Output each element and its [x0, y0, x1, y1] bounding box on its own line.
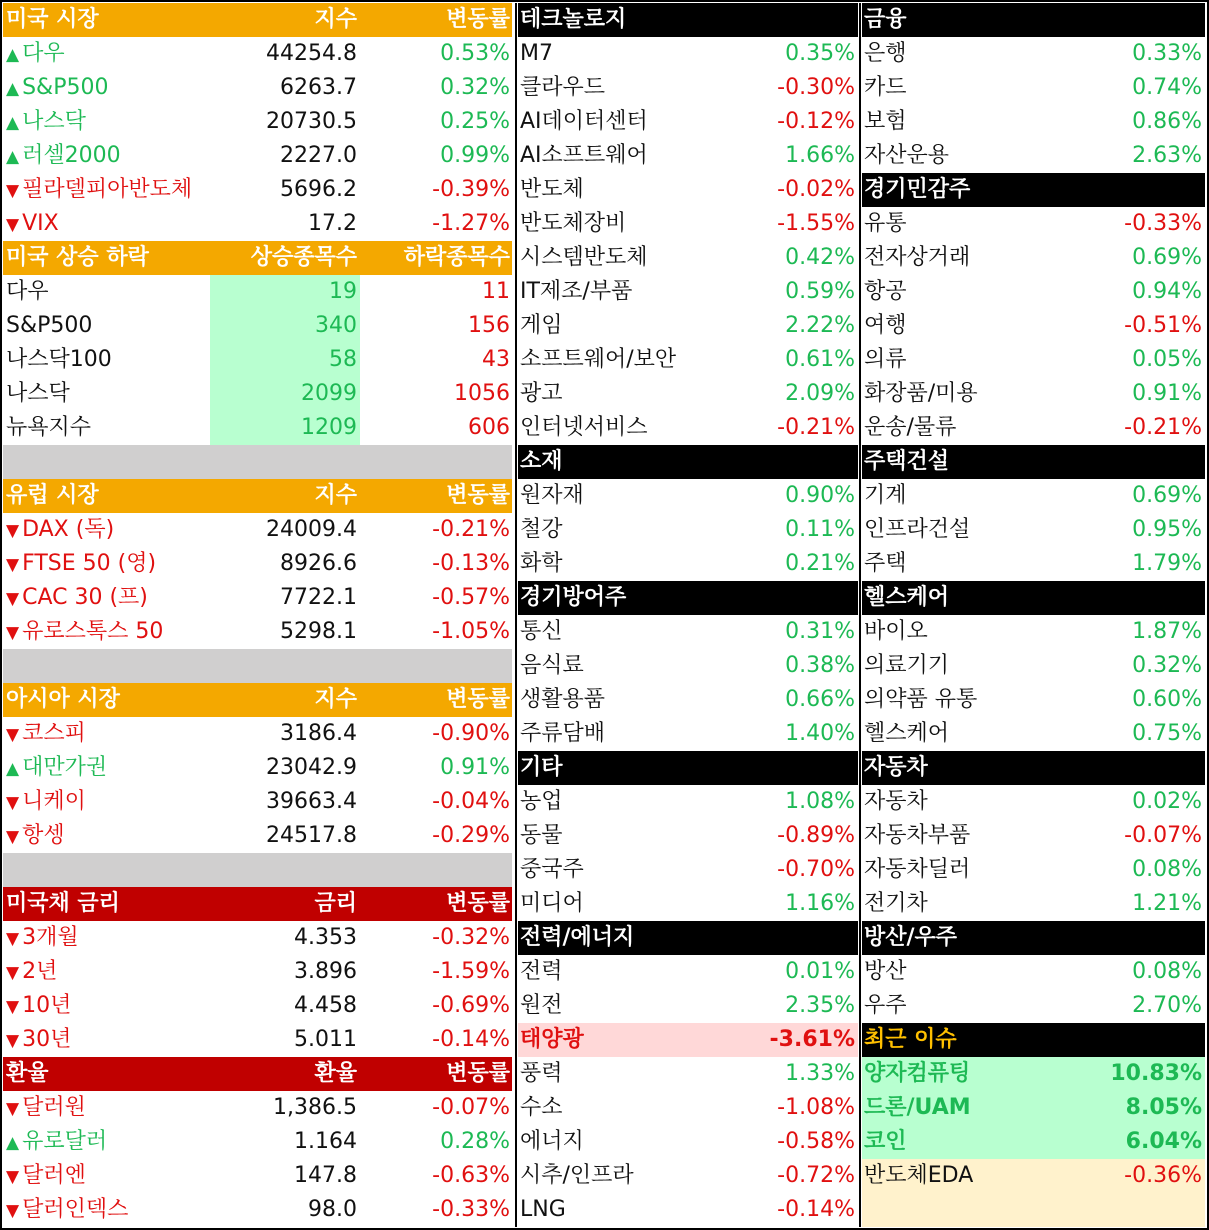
market-change: 0.32% — [440, 75, 510, 100]
market-label: 코스피 — [22, 721, 86, 746]
up-arrow-icon: ▲ — [6, 79, 20, 99]
market-change: -0.04% — [432, 789, 510, 814]
sector-name: 농업 — [520, 789, 563, 814]
market-change: -0.33% — [432, 1197, 510, 1222]
sector-name: 통신 — [520, 619, 563, 644]
sector-name: 자산운용 — [864, 143, 950, 168]
sector-name: IT제조/부품 — [520, 279, 633, 304]
sector-change: 0.60% — [1132, 687, 1202, 712]
sector-change: 0.74% — [1132, 75, 1202, 100]
market-value: 5.011 — [294, 1027, 357, 1052]
market-label: 달러엔 — [22, 1163, 86, 1188]
market-value: 7722.1 — [280, 585, 357, 610]
sector-change: 0.95% — [1132, 517, 1202, 542]
sector-change: 0.86% — [1132, 109, 1202, 134]
down-arrow-icon: ▼ — [6, 215, 20, 235]
market-label: 달러원 — [22, 1095, 86, 1120]
declining-count: 11 — [482, 279, 510, 304]
sector-change: 0.11% — [785, 517, 855, 542]
down-arrow-icon: ▼ — [6, 827, 20, 847]
sector-change: 0.59% — [785, 279, 855, 304]
advancing-count: 2099 — [210, 377, 360, 411]
sector-change: -0.70% — [777, 857, 855, 882]
sector-name: 의약품 유통 — [864, 687, 978, 712]
sector-name: 철강 — [520, 517, 563, 542]
sector-change: -0.12% — [777, 109, 855, 134]
advancing-count: 58 — [210, 343, 360, 377]
down-arrow-icon: ▼ — [6, 181, 20, 201]
sector-change: 0.31% — [785, 619, 855, 644]
sector-name: 의류 — [864, 347, 907, 372]
market-value: 3.896 — [294, 959, 357, 984]
sector-name: 드론/UAM — [864, 1095, 971, 1120]
sector-name: AI소프트웨어 — [520, 143, 648, 168]
market-label: 10년 — [22, 993, 72, 1018]
market-change: 0.53% — [440, 41, 510, 66]
market-change: -0.69% — [432, 993, 510, 1018]
sector-name: 시스템반도체 — [520, 245, 648, 270]
sector-change: 0.32% — [1132, 653, 1202, 678]
advancing-count: 19 — [210, 275, 360, 309]
sector-change: 1.87% — [1132, 619, 1202, 644]
sector-name: 여행 — [864, 313, 907, 338]
breadth-name: S&P500 — [6, 313, 93, 338]
column-label: 환율 — [314, 1061, 357, 1086]
market-value: 5298.1 — [280, 619, 357, 644]
market-value: 39663.4 — [266, 789, 357, 814]
sector-title: 방산/우주 — [864, 925, 958, 950]
sector-name: 자동차딜러 — [864, 857, 971, 882]
sector-change: -0.21% — [777, 415, 855, 440]
column-label: 금리 — [314, 891, 357, 916]
sector-name: 운송/물류 — [864, 415, 957, 440]
declining-count: 43 — [482, 347, 510, 372]
market-value: 20730.5 — [266, 109, 357, 134]
market-label: 2년 — [22, 959, 58, 984]
market-change: -0.14% — [432, 1027, 510, 1052]
market-change: 0.99% — [440, 143, 510, 168]
sector-change: 1.40% — [785, 721, 855, 746]
market-label: 달러인덱스 — [22, 1197, 129, 1222]
breadth-name: 다우 — [6, 279, 49, 304]
sector-title: 헬스케어 — [864, 585, 950, 610]
down-arrow-icon: ▼ — [6, 589, 20, 609]
market-label: 다우 — [22, 41, 65, 66]
section-title: 환율 — [6, 1061, 49, 1086]
sector-change: 1.21% — [1132, 891, 1202, 916]
up-arrow-icon: ▲ — [6, 113, 20, 133]
sector-title: 테크놀로지 — [520, 7, 627, 32]
sector-change: -0.07% — [1124, 823, 1202, 848]
sector-change: 10.83% — [1110, 1061, 1202, 1086]
sector-name: 중국주 — [520, 857, 584, 882]
sector-name: 자동차부품 — [864, 823, 971, 848]
sector-name: 반도체EDA — [864, 1163, 974, 1188]
sector-name: 보험 — [864, 109, 907, 134]
sector-change: 0.02% — [1132, 789, 1202, 814]
sector-change: 1.66% — [785, 143, 855, 168]
down-arrow-icon: ▼ — [6, 793, 20, 813]
market-value: 98.0 — [308, 1197, 357, 1222]
sector-name: 게임 — [520, 313, 563, 338]
sector-change: 0.08% — [1132, 857, 1202, 882]
sector-title: 주택건설 — [864, 449, 950, 474]
sector-title: 소재 — [520, 449, 563, 474]
market-label: FTSE 50 (영) — [22, 551, 157, 576]
sector-change: -0.14% — [777, 1197, 855, 1222]
market-value: 24009.4 — [266, 517, 357, 542]
sector-title: 금융 — [864, 7, 907, 32]
market-value: 5696.2 — [280, 177, 357, 202]
market-value: 4.353 — [294, 925, 357, 950]
sector-change: 0.69% — [1132, 483, 1202, 508]
sector-name: 클라우드 — [520, 75, 606, 100]
declining-count: 1056 — [454, 381, 510, 406]
sector-change: 2.22% — [785, 313, 855, 338]
market-value: 24517.8 — [266, 823, 357, 848]
market-change: -0.32% — [432, 925, 510, 950]
sector-name: 반도체장비 — [520, 211, 627, 236]
down-arrow-icon: ▼ — [6, 1167, 20, 1187]
market-change: -0.63% — [432, 1163, 510, 1188]
sector-title: 경기방어주 — [520, 585, 627, 610]
sector-name: 카드 — [864, 75, 907, 100]
sector-name: 바이오 — [864, 619, 928, 644]
market-change: 0.28% — [440, 1129, 510, 1154]
down-arrow-icon: ▼ — [6, 1201, 20, 1221]
sector-name: 생활용품 — [520, 687, 606, 712]
sector-name: 소프트웨어/보안 — [520, 347, 677, 372]
market-change: -0.90% — [432, 721, 510, 746]
column-label: 하락종목수 — [403, 245, 510, 270]
sector-name: LNG — [520, 1197, 566, 1222]
market-change: -0.57% — [432, 585, 510, 610]
up-arrow-icon: ▲ — [6, 45, 20, 65]
sector-name: 전기차 — [864, 891, 928, 916]
section-title: 미국 상승 하락 — [6, 245, 149, 270]
market-label: VIX — [22, 211, 59, 236]
sector-change: -0.72% — [777, 1163, 855, 1188]
down-arrow-icon: ▼ — [6, 1099, 20, 1119]
down-arrow-icon: ▼ — [6, 1031, 20, 1051]
sector-name: M7 — [520, 41, 553, 66]
sector-change: 2.63% — [1132, 143, 1202, 168]
sector-change: 0.69% — [1132, 245, 1202, 270]
sector-change: 0.01% — [785, 959, 855, 984]
market-value: 1,386.5 — [273, 1095, 357, 1120]
market-label: DAX (독) — [22, 517, 115, 542]
breadth-name: 뉴욕지수 — [6, 415, 92, 440]
market-label: 유로달러 — [22, 1129, 108, 1154]
sector-change: 0.33% — [1132, 41, 1202, 66]
section-title: 유럽 시장 — [6, 483, 99, 508]
sector-name: 주택 — [864, 551, 907, 576]
column-label: 상승종목수 — [250, 245, 357, 270]
market-label: 항셍 — [22, 823, 65, 848]
sector-change: 0.66% — [785, 687, 855, 712]
sector-name: 광고 — [520, 381, 563, 406]
sector-change: 0.05% — [1132, 347, 1202, 372]
sector-change: 1.79% — [1132, 551, 1202, 576]
breadth-name: 나스닥100 — [6, 347, 112, 372]
section-title: 미국채 금리 — [6, 891, 120, 916]
column-label: 변동률 — [446, 7, 510, 32]
down-arrow-icon: ▼ — [6, 963, 20, 983]
declining-count: 606 — [468, 415, 510, 440]
sector-name: 은행 — [864, 41, 907, 66]
sector-name: 우주 — [864, 993, 907, 1018]
sector-change: -3.61% — [769, 1027, 855, 1052]
market-value: 17.2 — [308, 211, 357, 236]
down-arrow-icon: ▼ — [6, 555, 20, 575]
advancing-count: 1209 — [210, 411, 360, 445]
sector-name: 코인 — [864, 1129, 907, 1154]
sector-name: 화장품/미용 — [864, 381, 978, 406]
down-arrow-icon: ▼ — [6, 725, 20, 745]
sector-change: 0.38% — [785, 653, 855, 678]
sector-change: -0.58% — [777, 1129, 855, 1154]
sector-change: 1.08% — [785, 789, 855, 814]
column-label: 변동률 — [446, 483, 510, 508]
market-label: 러셀2000 — [22, 143, 121, 168]
sector-name: 시추/인프라 — [520, 1163, 634, 1188]
market-value: 1.164 — [294, 1129, 357, 1154]
down-arrow-icon: ▼ — [6, 997, 20, 1017]
down-arrow-icon: ▼ — [6, 521, 20, 541]
market-change: -1.05% — [432, 619, 510, 644]
column-label: 변동률 — [446, 687, 510, 712]
market-label: 필라델피아반도체 — [22, 177, 193, 202]
sector-name: AI데이터센터 — [520, 109, 648, 134]
market-label: 니케이 — [22, 789, 86, 814]
sector-change: 8.05% — [1125, 1095, 1202, 1120]
sector-title: 최근 이슈 — [864, 1027, 957, 1052]
sector-name: 반도체 — [520, 177, 584, 202]
market-value: 23042.9 — [266, 755, 357, 780]
section-title: 미국 시장 — [6, 7, 99, 32]
market-value: 2227.0 — [280, 143, 357, 168]
column-label: 변동률 — [446, 891, 510, 916]
market-change: -0.39% — [432, 177, 510, 202]
sector-name: 기계 — [864, 483, 907, 508]
up-arrow-icon: ▲ — [6, 759, 20, 779]
sector-title: 자동차 — [864, 755, 928, 780]
market-label: 대만가권 — [22, 755, 108, 780]
sector-change: 0.75% — [1132, 721, 1202, 746]
market-label: S&P500 — [22, 75, 109, 100]
sector-change: 2.35% — [785, 993, 855, 1018]
market-change: -1.27% — [432, 211, 510, 236]
sector-name: 주류담배 — [520, 721, 606, 746]
column-label: 지수 — [314, 483, 357, 508]
market-value: 6263.7 — [280, 75, 357, 100]
section-title: 아시아 시장 — [6, 687, 120, 712]
sector-name: 인터넷서비스 — [520, 415, 648, 440]
up-arrow-icon: ▲ — [6, 1133, 20, 1153]
sector-change: 0.42% — [785, 245, 855, 270]
up-arrow-icon: ▲ — [6, 147, 20, 167]
market-change: -0.29% — [432, 823, 510, 848]
sector-name: 동물 — [520, 823, 563, 848]
market-value: 4.458 — [294, 993, 357, 1018]
market-change: -0.07% — [432, 1095, 510, 1120]
column-label: 지수 — [314, 687, 357, 712]
market-change: 0.91% — [440, 755, 510, 780]
sector-change: -1.55% — [777, 211, 855, 236]
market-value: 8926.6 — [280, 551, 357, 576]
sector-change: -0.30% — [777, 75, 855, 100]
sector-name: 태양광 — [520, 1027, 584, 1052]
sector-name: 수소 — [520, 1095, 563, 1120]
sector-change: 0.90% — [785, 483, 855, 508]
sector-name: 항공 — [864, 279, 907, 304]
sector-name: 원자재 — [520, 483, 584, 508]
market-value: 44254.8 — [266, 41, 357, 66]
sector-name: 방산 — [864, 959, 907, 984]
sector-name: 자동차 — [864, 789, 928, 814]
sector-change: -1.08% — [777, 1095, 855, 1120]
sector-name: 원전 — [520, 993, 563, 1018]
sector-name: 화학 — [520, 551, 563, 576]
market-label: 유로스톡스 50 — [22, 619, 164, 644]
market-value: 3186.4 — [280, 721, 357, 746]
sector-change: -0.33% — [1124, 211, 1202, 236]
sector-name: 유통 — [864, 211, 907, 236]
sector-change: -0.02% — [777, 177, 855, 202]
sector-change: 0.94% — [1132, 279, 1202, 304]
sector-name: 헬스케어 — [864, 721, 950, 746]
market-change: 0.25% — [440, 109, 510, 134]
sector-name: 풍력 — [520, 1061, 563, 1086]
market-label: 3개월 — [22, 925, 79, 950]
sector-change: 0.91% — [1132, 381, 1202, 406]
declining-count: 156 — [468, 313, 510, 338]
column-label: 지수 — [314, 7, 357, 32]
sector-name: 전자상거래 — [864, 245, 971, 270]
market-change: -1.59% — [432, 959, 510, 984]
sector-change: 1.16% — [785, 891, 855, 916]
sector-change: 0.61% — [785, 347, 855, 372]
sector-change: -0.21% — [1124, 415, 1202, 440]
market-change: -0.13% — [432, 551, 510, 576]
sector-title: 경기민감주 — [864, 177, 971, 202]
sector-change: 0.35% — [785, 41, 855, 66]
market-label: CAC 30 (프) — [22, 585, 148, 610]
sector-change: -0.89% — [777, 823, 855, 848]
sector-change: -0.51% — [1124, 313, 1202, 338]
sector-name: 미디어 — [520, 891, 584, 916]
sector-name: 인프라건설 — [864, 517, 971, 542]
down-arrow-icon: ▼ — [6, 929, 20, 949]
sector-change: 1.33% — [785, 1061, 855, 1086]
sector-name: 전력 — [520, 959, 563, 984]
sector-title: 기타 — [520, 755, 563, 780]
sector-name: 의료기기 — [864, 653, 950, 678]
sector-name: 양자컴퓨팅 — [864, 1061, 971, 1086]
advancing-count: 340 — [210, 309, 360, 343]
sector-change: 0.08% — [1132, 959, 1202, 984]
breadth-name: 나스닥 — [6, 381, 70, 406]
sector-change: 0.21% — [785, 551, 855, 576]
sector-change: -0.36% — [1124, 1163, 1202, 1188]
sector-change: 2.70% — [1132, 993, 1202, 1018]
market-label: 30년 — [22, 1027, 72, 1052]
market-label: 나스닥 — [22, 109, 86, 134]
column-label: 변동률 — [446, 1061, 510, 1086]
market-change: -0.21% — [432, 517, 510, 542]
sector-change: 2.09% — [785, 381, 855, 406]
sector-title: 전력/에너지 — [520, 925, 635, 950]
market-value: 147.8 — [294, 1163, 357, 1188]
down-arrow-icon: ▼ — [6, 623, 20, 643]
sector-name: 음식료 — [520, 653, 584, 678]
sector-name: 에너지 — [520, 1129, 584, 1154]
sector-change: 6.04% — [1125, 1129, 1202, 1154]
